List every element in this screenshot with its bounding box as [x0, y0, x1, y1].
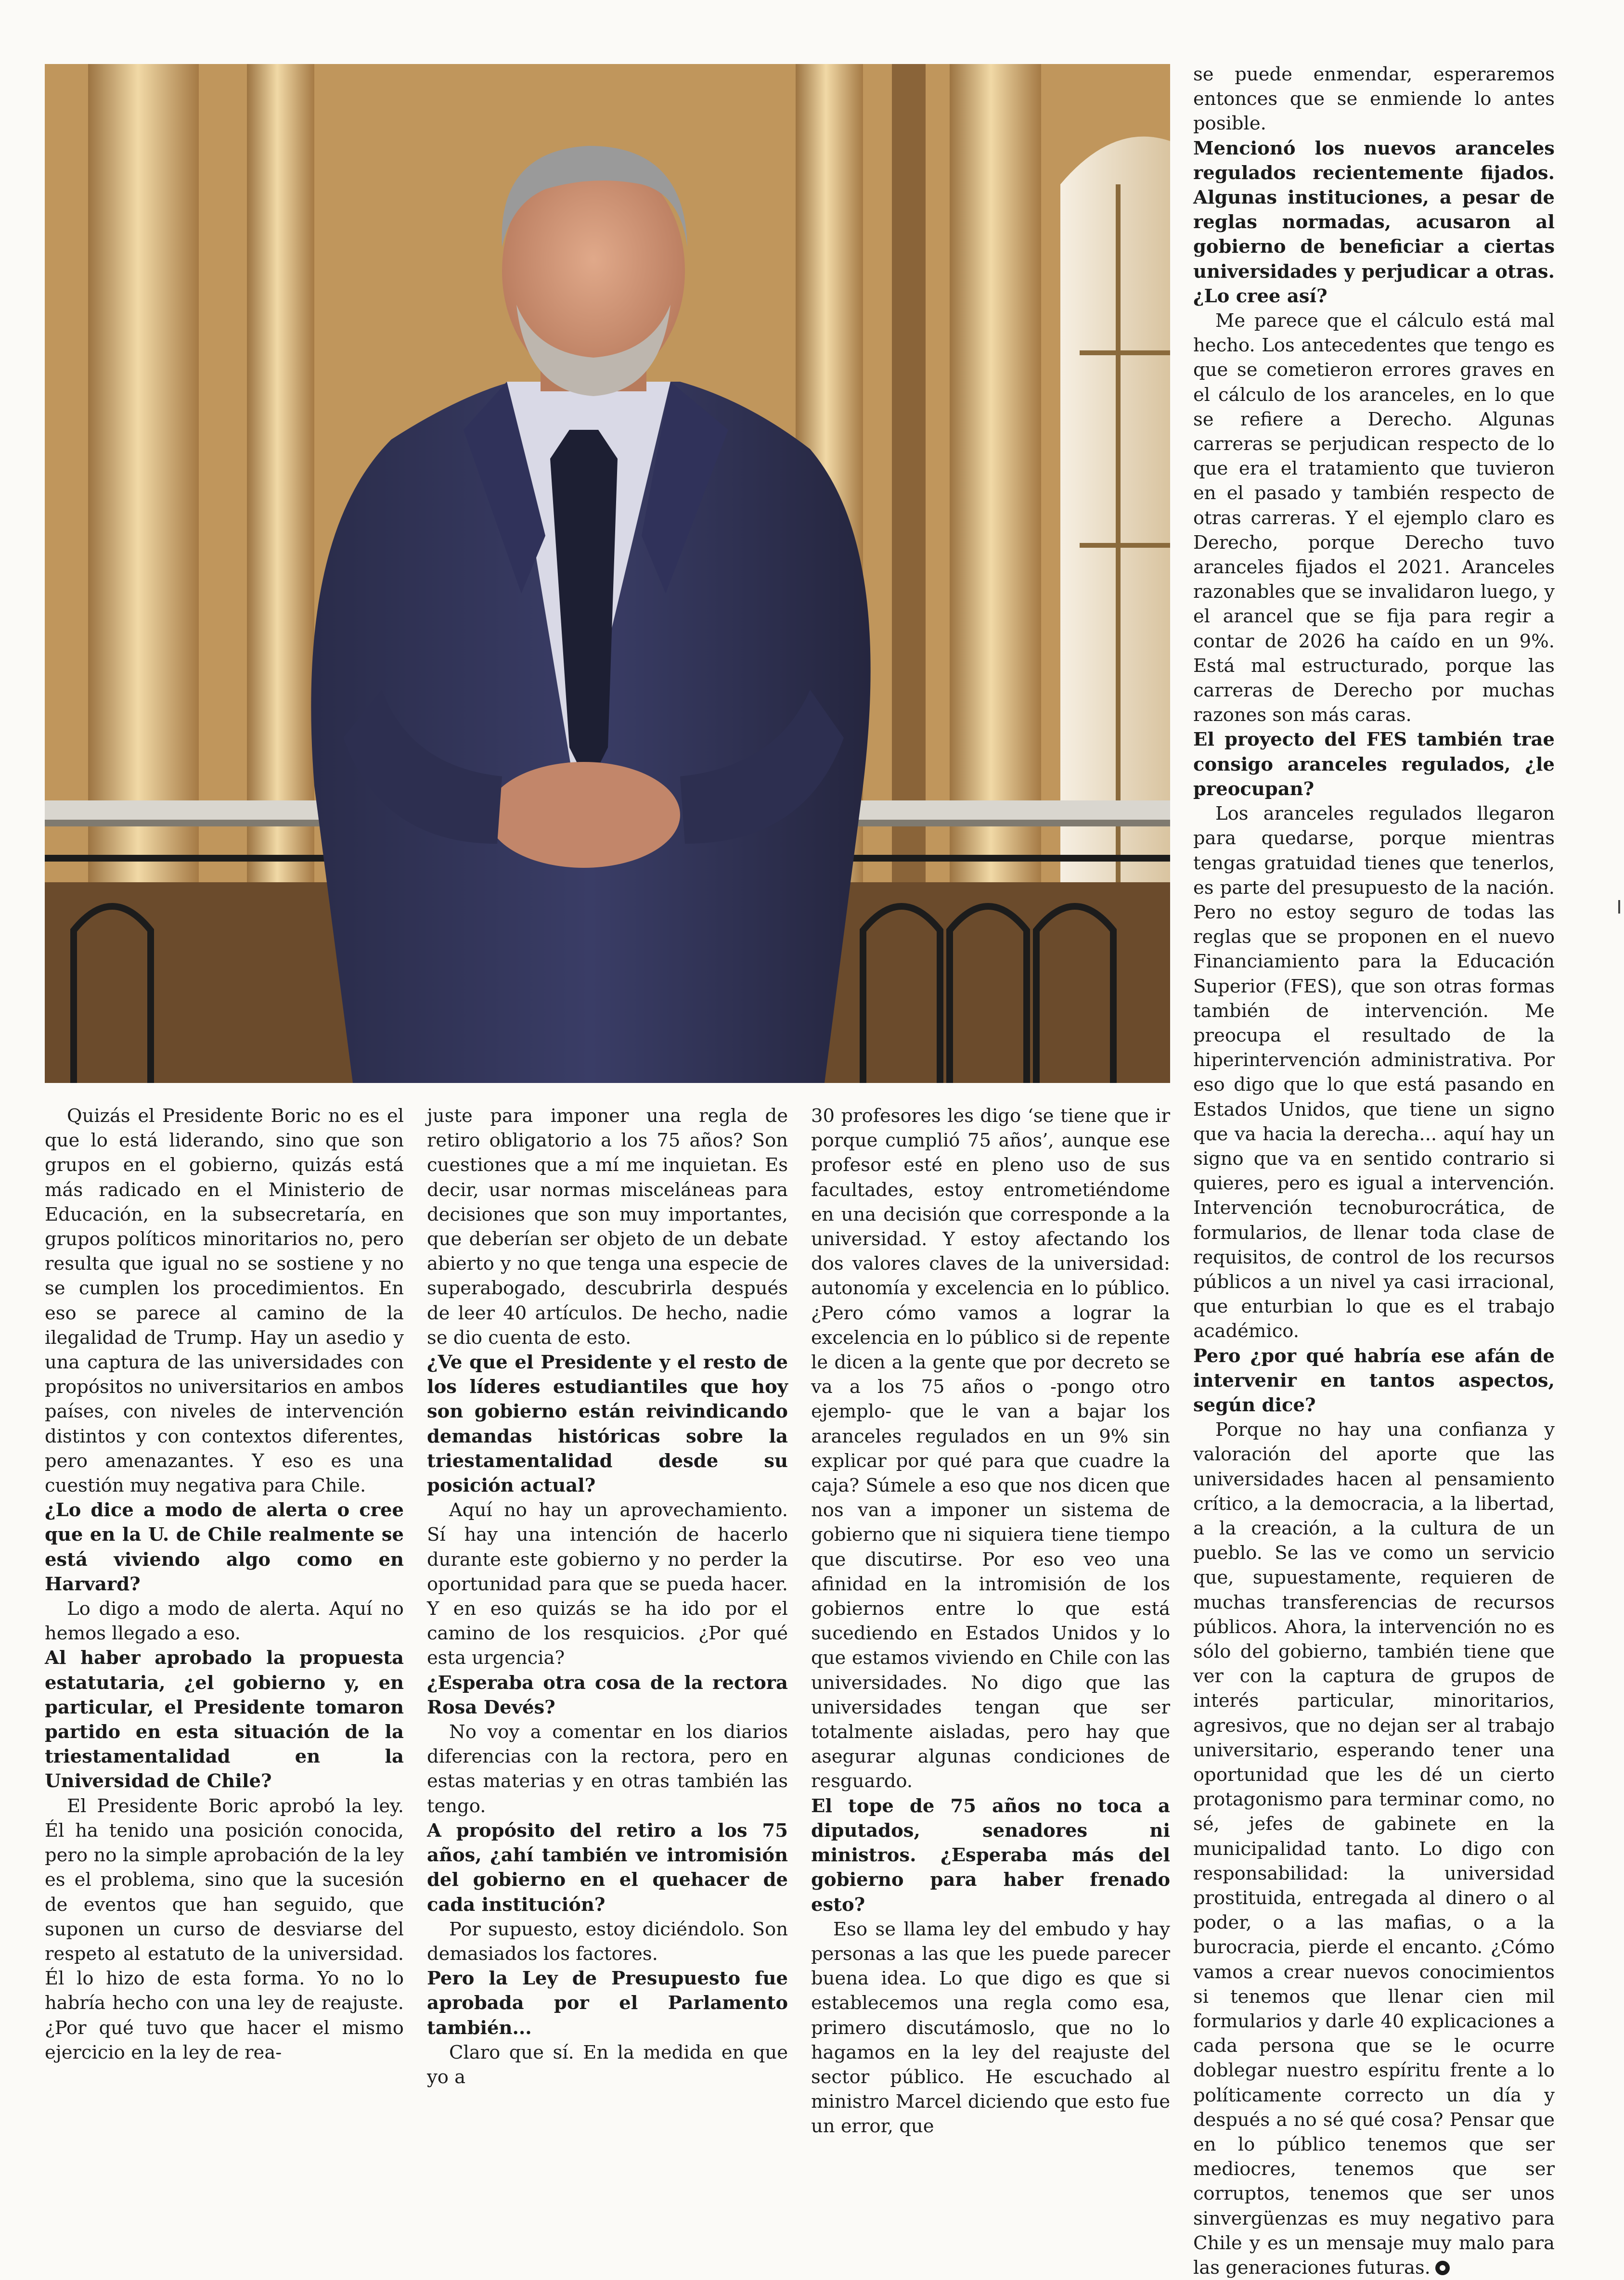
continued-paragraph: se puede enmendar, esperaremos entonces que se enmiende lo antes posible.	[1193, 64, 1555, 135]
article-photo	[45, 64, 1170, 1083]
answer-paragraph: Eso se llama ley del embudo y hay personas a las que les puede parecer buena idea. Lo que digo es que si establecemos una regla como esa, primero discutámoslo, que no lo hagamos en la ley del reajuste del sector público. He escuchado al ministro Marcel diciendo que esto fue un error, que	[811, 1918, 1170, 2138]
question-paragraph: El tope de 75 años no toca a diputados, senadores ni ministros. ¿Esperaba más del gobierno para haber frenado esto?	[811, 1795, 1170, 1916]
question-paragraph: A propósito del retiro a los 75 años, ¿ahí también ve intromisión del gobierno en el quehacer de cada institución?	[427, 1819, 788, 1916]
question-paragraph: ¿Lo dice a modo de alerta o cree que en la U. de Chile realmente se está viviendo algo como en Harvard?	[45, 1499, 404, 1595]
question-paragraph: Pero ¿por qué habría ese afán de intervenir en tantos aspectos, según dice?	[1193, 1345, 1555, 1416]
answer-paragraph: Los aranceles regulados llegaron para quedarse, porque mientras tengas gratuidad tienes que tenerlos, es parte del presupuesto de la nación. Pero no estoy seguro de todas las reglas que se proponen en el nuevo Financiamiento para la Educación Superior (FES), que son otras formas también de intervención. Me preocupa el resultado de la hiperintervención administrativa. Por eso digo que lo que está pasando en Estados Unidos, que tiene un signo que va hacia la derecha... aquí hay un signo que va en sentido contrario si quieres, pero es igual a intervención. Intervención tecnoburocrática, de formularios, de llenar toda clase de requisitos, de control de los recursos públicos a un nivel ya casi irracional, que enturbian lo que es el trabajo académico.	[1193, 803, 1555, 1342]
article-column-1	[45, 1104, 404, 2065]
portrait-illustration	[45, 64, 1170, 1083]
question-paragraph: El proyecto del FES también trae consigo aranceles regulados, ¿le preocupan?	[1193, 729, 1555, 800]
question-paragraph: Al haber aprobado la propuesta estatutaria, ¿el gobierno y, en particular, el Presidente tomaron partido en esta situación de la triestamentalidad en la Universidad de Chile?	[45, 1647, 404, 1792]
question-paragraph: ¿Ve que el Presidente y el resto de los líderes estudiantiles que hoy son gobierno están reivindicando demandas históricas sobre la triestamentalidad desde su posición actual?	[427, 1352, 788, 1497]
answer-paragraph: Me parece que el cálculo está mal hecho. Los antecedentes que tengo es que se cometieron errores graves en el cálculo de los aranceles, en lo que se refiere a Derecho. Algunas carreras se perjudican respecto de lo que era el tratamiento que tuvieron en el pasado y también respecto de otras carreras. Y el ejemplo claro es Derecho, porque Derecho tuvo aranceles fijados el 2021. Aranceles razonables que se invalidaron luego, y el arancel que se fija para regir a contar de 2026 ha caído en un 9%. Está mal estructurado, porque las carreras de Derecho por muchas razones son más caras.	[1193, 310, 1555, 726]
answer-paragraph: Aquí no hay un aprovechamiento. Sí hay una intención de hacerlo durante este gobierno y no perder la oportunidad para que se pueda hacer. Y en eso quizás se ha ido por el camino de los resquicios. ¿Por qué esta urgencia?	[427, 1499, 788, 1669]
answer-paragraph: Claro que sí. En la medida en que yo a	[427, 2041, 788, 2088]
answer-paragraph: Quizás el Presidente Boric no es el que lo está liderando, sino que son grupos en el gobierno, quizás está más radicado en el Ministerio de Educación, en la subsecretaría, en grupos políticos minoritarios no, pero resulta que igual no se sostiene y no se cumplen los procedimientos. En eso se parece al camino de la ilegalidad de Trump. Hay un asedio y una captura de las universidades con propósitos no universitarios en ambos países, con niveles de intervención distintos y con contextos diferentes, pero amenazantes. Y eso es una cuestión muy negativa para Chile.	[45, 1105, 404, 1497]
answer-paragraph: Lo digo a modo de alerta. Aquí no hemos llegado a eso.	[45, 1598, 404, 1645]
article-column-4	[1193, 62, 1555, 2280]
question-paragraph: ¿Esperaba otra cosa de la rectora Rosa Devés?	[427, 1672, 788, 1718]
final-answer-text: Porque no hay una confianza y valoración del aporte que las universidades hacen al pensamiento crítico, a la democracia, a la libertad, a la creación, a la cultura de un pueblo. Se las ve como un servicio que, supuestamente, requieren de muchas transferencias de recursos públicos. Ahora, la intervención no es sólo del gobierno, también tiene que ver con la captura de grupos de interés particular, minoritarios, agresivos, que no dejan ser al trabajo universitario, esperando tener una oportunidad que les dé un cierto protagonismo para terminar como, no sé, jefes de gabinete en la municipalidad tanto. Lo digo con responsabilidad: la universidad prostituida, entregada al dinero o al poder, o a las mafias, o a la burocracia, pierde el encanto. ¿Cómo vamos a crear nuevos conocimientos si tenemos que llenar cien mil formularios y darle 40 explicaciones a cada persona que se le ocurre doblegar nuestro espíritu frente a lo políticamente correcto un día y después a no sé qué cosa? Pensar que en lo público tenemos que ser mediocres, tenemos que ser corruptos, tenemos que ser unos sinvergüenzas es muy negativo para Chile y es un mensaje muy malo para las generaciones futuras.	[1193, 1419, 1555, 2279]
margin-mark	[1618, 900, 1620, 914]
end-of-article-icon	[1435, 2261, 1450, 2275]
question-paragraph: Pero la Ley de Presupuesto fue aprobada por el Parlamento también...	[427, 1968, 788, 2039]
answer-paragraph: Por supuesto, estoy diciéndolo. Son demasiados los factores.	[427, 1918, 788, 1965]
continued-paragraph: juste para imponer una regla de retiro obligatorio a los 75 años? Son cuestiones que a mí me inquietan. Es decir, usar normas misceláneas para decisiones que son muy importantes, que deberían ser objeto de un debate abierto y no que tenga una especie de superabogado, descubrirla después de leer 40 artículos. De hecho, nadie se dio cuenta de esto.	[427, 1105, 788, 1349]
continued-paragraph: 30 profesores les digo ‘se tiene que ir porque cumplió 75 años’, aunque ese profesor esté en pleno uso de sus facultades, estoy entrometiéndome en una decisión que corresponde a la universidad. Y estoy afectando los dos valores claves de la universidad: autonomía y excelencia en lo público. ¿Pero cómo vamos a lograr la excelencia en lo público si de repente le dicen a la gente que por decreto se va a los 75 años o -pongo otro ejemplo- que le van a bajar los aranceles regulados en un 9% sin explicar por qué para que cuadre la caja? Súmele a eso que nos dicen que nos van a imponer un sistema de gobierno que ni siquiera tiene tiempo que discutirse. Por eso veo una afinidad en la intromisión de los gobiernos entre lo que está sucediendo en Estados Unidos y lo que estamos viviendo en Chile con las universidades. No digo que las universidades tengan que ser totalmente aisladas, pero hay que asegurar algunas condiciones de resguardo.	[811, 1105, 1170, 1792]
answer-paragraph: El Presidente Boric aprobó la ley. Él ha tenido una posición conocida, pero no la simple aprobación de la ley es el problema, sino que la sucesión de eventos que han seguido, que suponen un curso de desviarse del respeto al estatuto de la universidad. Él lo hizo de esta forma. Yo no lo habría hecho con una ley de reajuste. ¿Por qué tuvo que hacer el mismo ejercicio en la ley de rea-	[45, 1795, 404, 2063]
article-column-2	[427, 1104, 788, 2089]
question-paragraph: Mencionó los nuevos aranceles regulados recientemente fijados. Algunas instituciones, a pesar de reglas normadas, acusaron al gobierno de beneficiar a ciertas universidades y perjudicar a otras. ¿Lo cree así?	[1193, 137, 1555, 307]
answer-paragraph	[1193, 1417, 1555, 2280]
answer-paragraph: No voy a comentar en los diarios diferencias con la rectora, pero en estas materias y en otras también las tengo.	[427, 1721, 788, 1817]
article-column-3	[811, 1104, 1170, 2139]
